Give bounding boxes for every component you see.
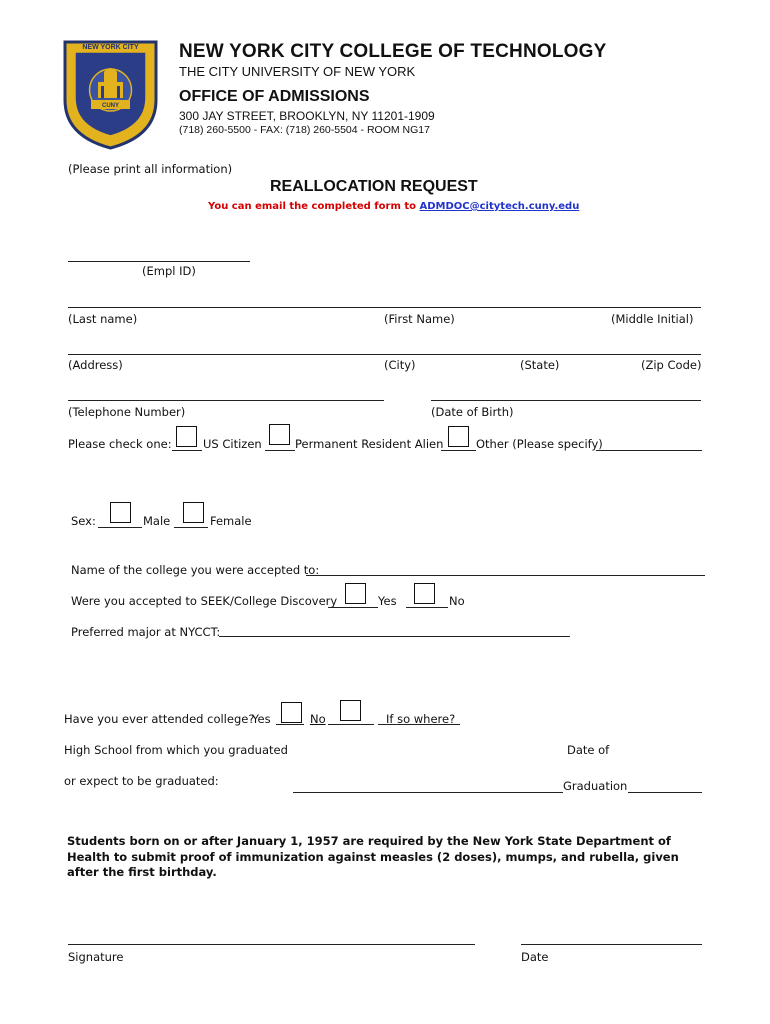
form-title: REALLOCATION REQUEST	[270, 178, 478, 195]
attended-no-checkbox[interactable]	[340, 700, 361, 721]
college-seal-logo	[61, 38, 160, 150]
signature-date-label: Date	[521, 950, 549, 964]
attended-no-underline	[328, 724, 374, 725]
middle-initial-label: (Middle Initial)	[611, 312, 694, 326]
us-citizen-underline	[172, 450, 202, 451]
name-line[interactable]	[68, 307, 701, 308]
college-accepted-label: Name of the college you were accepted to:	[71, 563, 320, 577]
office-address: 300 JAY STREET, BROOKLYN, NY 11201-1909	[179, 109, 435, 123]
attended-where-line[interactable]	[378, 724, 460, 725]
female-checkbox[interactable]	[183, 502, 204, 523]
attended-where-label: If so where?	[386, 712, 456, 726]
health-notice: Students born on or after January 1, 1957 are required by the New York State Department of Health to submit proof of immunization against measles (2 doses), mumps, and rubella, given after the first birthday.	[67, 834, 679, 879]
male-checkbox[interactable]	[110, 502, 131, 523]
dob-label: (Date of Birth)	[431, 405, 514, 419]
first-name-label: (First Name)	[384, 312, 455, 326]
male-underline	[98, 527, 142, 528]
svg-text:CUNY: CUNY	[101, 103, 120, 109]
telephone-label: (Telephone Number)	[68, 405, 186, 419]
male-label: Male	[143, 514, 171, 528]
other-underline	[441, 450, 476, 451]
zip-label: (Zip Code)	[641, 358, 702, 372]
graduation-date-line[interactable]	[628, 792, 702, 793]
college-name: NEW YORK CITY COLLEGE OF TECHNOLOGY	[179, 41, 607, 62]
citizenship-prompt: Please check one:	[68, 437, 172, 451]
female-label: Female	[210, 514, 252, 528]
attended-yes-label: Yes	[252, 712, 271, 726]
signature-date-line[interactable]	[521, 944, 702, 945]
graduation-label: Graduation	[563, 779, 628, 793]
permanent-resident-label: Permanent Resident Alien	[295, 437, 444, 451]
dob-line[interactable]	[431, 400, 701, 401]
telephone-line[interactable]	[68, 400, 384, 401]
other-label: Other (Please specify)	[476, 437, 603, 451]
university-name: THE CITY UNIVERSITY OF NEW YORK	[179, 64, 416, 79]
svg-text:NEW YORK CITY: NEW YORK CITY	[82, 44, 139, 51]
date-of-label: Date of	[567, 743, 610, 757]
seek-no-checkbox[interactable]	[414, 583, 435, 604]
attended-yes-checkbox[interactable]	[281, 702, 302, 723]
email-link[interactable]: ADMDOC@citytech.cuny.edu	[419, 201, 580, 212]
seek-no-label: No	[449, 594, 465, 608]
email-note	[208, 201, 579, 212]
sex-prompt: Sex:	[71, 514, 96, 528]
seek-prompt: Were you accepted to SEEK/College Discovery	[71, 594, 338, 608]
signature-label: Signature	[68, 950, 124, 964]
address-label: (Address)	[68, 358, 123, 372]
high-school-line[interactable]	[293, 792, 563, 793]
seek-no-underline	[406, 607, 448, 608]
email-note-prefix: You can email the completed form to	[208, 201, 417, 212]
permanent-resident-checkbox[interactable]	[269, 424, 290, 445]
high-school-label: High School from which you graduated	[64, 743, 288, 757]
attended-no-label: No	[310, 712, 326, 726]
us-citizen-label: US Citizen	[203, 437, 262, 451]
address-line[interactable]	[68, 354, 701, 355]
other-checkbox[interactable]	[448, 426, 469, 447]
permanent-resident-underline	[265, 450, 295, 451]
office-contact: (718) 260-5500 - FAX: (718) 260-5504 - ROOM NG17	[179, 124, 430, 136]
empl-id-label: (Empl ID)	[142, 264, 196, 278]
signature-line[interactable]	[68, 944, 475, 945]
city-label: (City)	[384, 358, 416, 372]
us-citizen-checkbox[interactable]	[176, 426, 197, 447]
expect-graduated-label: or expect to be graduated:	[64, 774, 219, 788]
preferred-major-line[interactable]	[219, 636, 570, 637]
last-name-label: (Last name)	[68, 312, 138, 326]
attended-yes-underline	[276, 724, 304, 725]
empl-id-line[interactable]	[68, 261, 250, 262]
seek-yes-underline	[328, 607, 378, 608]
female-underline	[174, 527, 208, 528]
seek-yes-checkbox[interactable]	[345, 583, 366, 604]
preferred-major-label: Preferred major at NYCCT:	[71, 625, 221, 639]
attended-prompt: Have you ever attended college?	[64, 712, 255, 726]
college-accepted-line[interactable]	[306, 575, 705, 576]
other-specify-line[interactable]	[596, 450, 702, 451]
office-name: OFFICE OF ADMISSIONS	[179, 88, 370, 105]
state-label: (State)	[520, 358, 560, 372]
seek-yes-label: Yes	[378, 594, 397, 608]
print-instructions: (Please print all information)	[68, 162, 233, 176]
